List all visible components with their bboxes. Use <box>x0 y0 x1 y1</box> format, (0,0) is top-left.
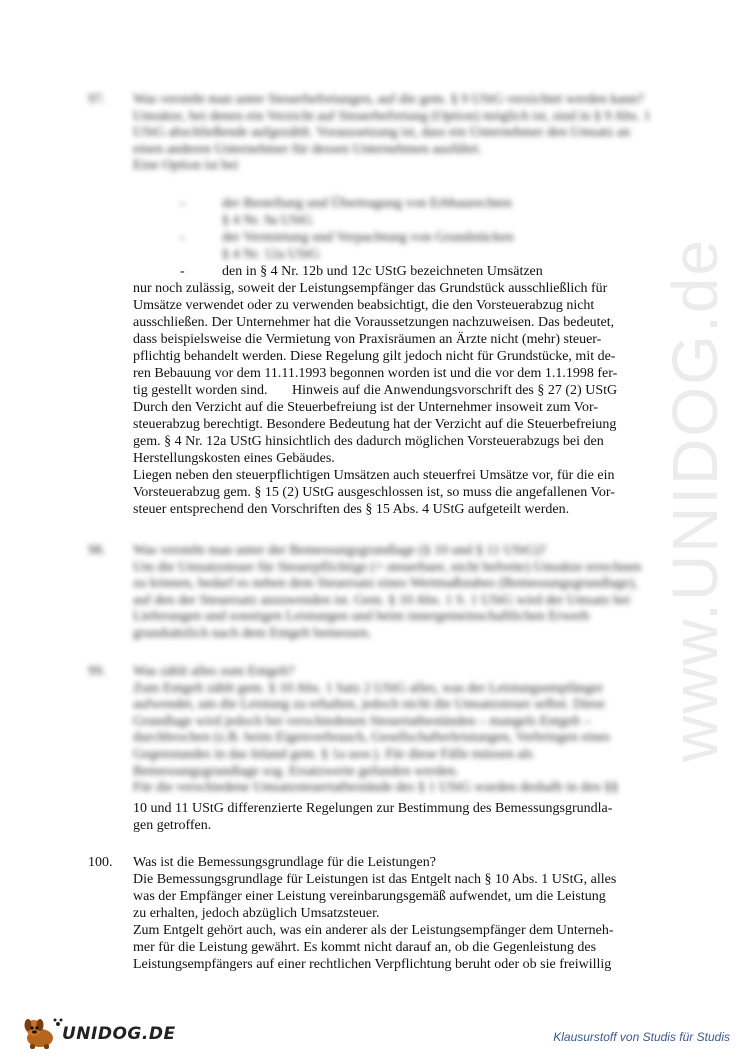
question-97-dash-3: - <box>180 264 185 279</box>
question-99-line-2: gen getroffen. <box>133 818 212 833</box>
question-97-line-4: dass beispielsweise die Vermietung von Praxisräumen an Ärzte nicht (mehr) steuer- <box>133 332 602 347</box>
question-97-line-1: nur noch zulässig, soweit der Leistungsempfänger das Grundstück ausschließlich für <box>133 281 608 296</box>
question-97-number: 97. <box>88 92 106 107</box>
question-97-line-3: ausschließen. Der Unternehmer hat die Voraussetzungen nachzuweisen. Das bedeutet, <box>133 315 615 330</box>
question-97-line-14: steuer entsprechend den Vorschriften des § 15 Abs. 4 UStG aufgeteilt werden. <box>133 502 570 517</box>
question-100-line-3: zu erhalten, jedoch abzüglich Umsatzsteuer. <box>133 906 380 921</box>
question-99-blurred-text: Was zählt alles zum Entgelt? Zum Entgelt zählt gem. § 10 Abs. 1 Satz 2 UStG alles, was der Leistungsempfänger aufwendet, um die Leistung zu erhalten, jedoch nicht die Umsatzsteuer selbst. Diese Grundlage wird jedoch bei verschiedenen Steuertatbeständen – mangels Entgelt – durchbrochen (z.B. beim Eigenverbrauch, Gesellschafterleistungen, Verbringen eines Gegenstandes in das Inland gem. § 1a usw.). Für diese Fälle müssen als Bemessungsgrundlage sog. Ersatzwerte gefunden werden. Für die verschiedene Umsatzsteuertatbestände des § 1 UStG wurden deshalb in den §§ <box>133 664 619 796</box>
question-97-line-5: pflichtig behandelt werden. Diese Regelung gilt jedoch nicht für Grundstücke, mit de- <box>133 349 616 364</box>
question-97-dash-2: - <box>180 230 185 245</box>
question-100-number: 100. <box>88 855 113 870</box>
watermark-text: www.UNIDOG.de <box>659 238 731 762</box>
question-100-line-5: mer für die Leistung gewährt. Es kommt nicht darauf an, ob die Gegenleistung des <box>133 940 597 955</box>
question-97-line-7: tig gestellt worden sind. Hinweis auf die Anwendungsvorschrift des § 27 (2) UStG <box>133 383 618 398</box>
question-97-item-4: § 4 Nr. 12a UStG <box>222 247 320 262</box>
question-97-item-2: § 4 Nr. 9a UStG <box>222 213 313 228</box>
question-100-line-2: was der Empfänger einer Leistung vereinbarungsgemäß aufwendet, um die Leistung <box>133 889 606 904</box>
question-97-bullet-text: den in § 4 Nr. 12b und 12c UStG bezeichneten Umsätzen <box>222 264 543 279</box>
question-97-item-1: der Bestellung und Übertragung von Erbbaurechten <box>222 196 512 211</box>
question-97-line-12: Liegen neben den steuerpflichtigen Umsätzen auch steuerfrei Umsätze vor, für die ein <box>133 468 615 483</box>
question-100-line-1: Die Bemessungsgrundlage für Leistungen ist das Entgelt nach § 10 Abs. 1 UStG, alles <box>133 872 617 887</box>
watermark <box>640 240 750 760</box>
question-100-heading: Was ist die Bemessungsgrundlage für die Leistungen? <box>133 855 436 870</box>
dog-mascot-icon <box>20 1016 64 1050</box>
question-97-line-11: Herstellungskosten eines Gebäudes. <box>133 451 335 466</box>
question-97-line-2: Umsätze verwendet oder zu verwenden beabsichtigt, die den Vorsteuerabzug nicht <box>133 298 595 313</box>
question-97-line-9: steuerabzug berechtigt. Besondere Bedeutung hat der Verzicht auf die Steuerbefreiung <box>133 417 617 432</box>
question-98-number: 98. <box>88 543 106 558</box>
question-97-line-8: Durch den Verzicht auf die Steuerbefreiung ist der Unternehmer insoweit zum Vor- <box>133 400 599 415</box>
question-97-line-10: gem. § 4 Nr. 12a UStG hinsichtlich des dadurch möglichen Vorsteuerabzugs bei den <box>133 434 604 449</box>
question-99-line-1: 10 und 11 UStG differenzierte Regelungen zur Bestimmung des Bemessungsgrundla- <box>133 801 613 816</box>
question-97-dash-1: - <box>180 196 185 211</box>
question-100-line-6: Leistungsempfängers auf einer rechtlichen Verpflichtung beruht oder ob sie freiwillig <box>133 957 612 972</box>
question-98-blurred-text: Was versteht man unter der Bemessungsgrundlage (§ 10 und § 11 UStG)? Um die Umsatzsteuer für Steuerpflichtige (= steuerbare, nicht befreite) Umsätze errechnen zu können, bedarf es neben dem Steuersatz eines Wertmaßstabes (Bemessungsgrundlage), auf den der Steuersatz anzuwenden ist. Gem. § 10 Abs. 1 S. 1 UStG wird der Umsatz bei Lieferungen und sonstigen Leistungen und beim innergemeinschaftlichen Erwerb grundsätzlich nach dem Entgelt bemessen. <box>133 543 642 641</box>
question-99-number: 99. <box>88 664 106 679</box>
question-97-blurred-text: Was versteht man unter Steuerbefreiungen, auf die gem. § 9 UStG verzichtet werden kann? Umsätze, bei denen ein Verzicht auf Steuerbefreiung (Option) möglich ist, sind in § 9 Abs. 1 UStG abschließende aufgezählt. Voraussetzung ist, dass ein Unternehmer den Umsatz an einen anderen Unternehmer für dessen Unternehmen ausführt. Eine Option ist bei <box>133 92 651 174</box>
question-97-item-3: der Vermietung und Verpachtung von Grundstücken <box>222 230 514 245</box>
footer-tagline: Klausurstoff von Studis für Studis <box>553 1030 730 1044</box>
logo-text: UNIDOG.DE <box>62 1024 176 1044</box>
question-97-line-6: ren Bebauung vor dem 11.11.1993 begonnen worden ist und die vor dem 1.1.1998 fer- <box>133 366 618 381</box>
unidog-logo <box>20 1016 176 1050</box>
question-97-line-13: Vorsteuerabzug gem. § 15 (2) UStG ausgeschlossen ist, so muss die angefallenen Vor- <box>133 485 615 500</box>
question-100-line-4: Zum Entgelt gehört auch, was ein anderer als der Leistungsempfänger dem Unterneh- <box>133 923 614 938</box>
